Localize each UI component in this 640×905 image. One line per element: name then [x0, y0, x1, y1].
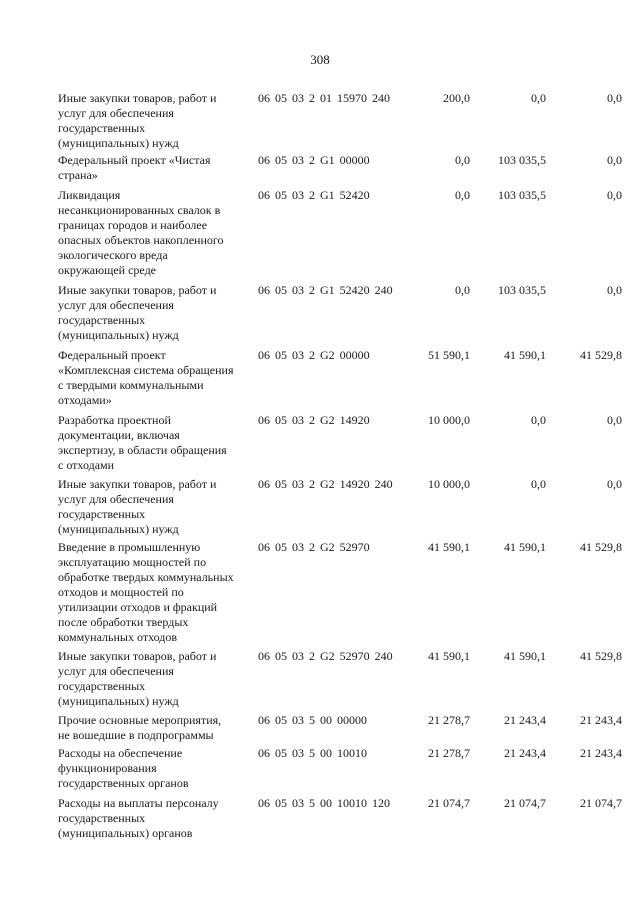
row-value-3: 0,0 — [607, 413, 622, 427]
row-code: 06 05 03 2 G1 52420 240 — [258, 283, 393, 297]
row-code: 06 05 03 5 00 10010 120 — [258, 796, 390, 810]
row-code: 06 05 03 2 01 15970 240 — [258, 91, 390, 105]
row-value-3: 0,0 — [607, 477, 622, 491]
row-value-2: 0,0 — [531, 477, 546, 491]
row-name: Федеральный проект «Чистая страна» — [58, 153, 211, 182]
row-value-2: 41 590,1 — [504, 348, 546, 362]
row-name: Федеральный проект «Комплексная система обращения с твердыми коммунальными отходами» — [58, 348, 234, 407]
page-number: 308 — [310, 52, 330, 67]
row-value-2: 21 243,4 — [504, 746, 546, 760]
row-code: 06 05 03 2 G2 14920 240 — [258, 477, 393, 491]
row-value-1: 0,0 — [455, 153, 470, 167]
row-value-2: 41 590,1 — [504, 649, 546, 663]
row-value-2: 21 243,4 — [504, 713, 546, 727]
row-value-1: 21 074,7 — [428, 796, 470, 810]
row-value-2: 103 035,5 — [498, 188, 546, 202]
row-value-3: 41 529,8 — [580, 540, 622, 554]
row-name: Ликвидация несанкционированных свалок в границах городов и наиболее опасных объектов накопленного экологического вреда окружающей среде — [58, 188, 224, 277]
row-name: Иные закупки товаров, работ и услуг для обеспечения государственных (муниципальных) нужд — [58, 91, 217, 150]
row-value-1: 0,0 — [455, 188, 470, 202]
row-code: 06 05 03 2 G2 00000 — [258, 348, 370, 362]
row-value-3: 41 529,8 — [580, 649, 622, 663]
row-value-2: 21 074,7 — [504, 796, 546, 810]
row-value-1: 0,0 — [455, 283, 470, 297]
row-value-1: 10 000,0 — [428, 413, 470, 427]
row-name: Прочие основные мероприятия, не вошедшие в подпрограммы — [58, 713, 222, 742]
row-code: 06 05 03 5 00 00000 — [258, 713, 367, 727]
row-value-1: 21 278,7 — [428, 746, 470, 760]
row-value-1: 21 278,7 — [428, 713, 470, 727]
row-name: Расходы на выплаты персоналу государственных (муниципальных) органов — [58, 796, 219, 840]
row-value-3: 0,0 — [607, 91, 622, 105]
row-code: 06 05 03 2 G1 00000 — [258, 153, 370, 167]
row-code: 06 05 03 2 G2 52970 — [258, 540, 370, 554]
row-code: 06 05 03 2 G1 52420 — [258, 188, 370, 202]
row-value-3: 0,0 — [607, 188, 622, 202]
row-code: 06 05 03 5 00 10010 — [258, 746, 367, 760]
row-name: Разработка проектной документации, включая экспертизу, в области обращения с отходами — [58, 413, 227, 472]
row-value-2: 0,0 — [531, 91, 546, 105]
row-value-1: 51 590,1 — [428, 348, 470, 362]
row-value-1: 41 590,1 — [428, 540, 470, 554]
row-value-2: 0,0 — [531, 413, 546, 427]
row-value-3: 41 529,8 — [580, 348, 622, 362]
row-value-1: 10 000,0 — [428, 477, 470, 491]
row-value-3: 21 243,4 — [580, 746, 622, 760]
row-name: Введение в промышленную эксплуатацию мощностей по обработке твердых коммунальных отходов и мощностей по утилизации отходов и фракций после обработки твердых коммунальных отходов — [58, 540, 234, 644]
row-value-1: 41 590,1 — [428, 649, 470, 663]
row-value-2: 103 035,5 — [498, 153, 546, 167]
row-name: Расходы на обеспечение функционирования государственных органов — [58, 746, 189, 790]
row-name: Иные закупки товаров, работ и услуг для обеспечения государственных (муниципальных) нужд — [58, 649, 217, 708]
row-value-2: 103 035,5 — [498, 283, 546, 297]
row-name: Иные закупки товаров, работ и услуг для обеспечения государственных (муниципальных) нужд — [58, 283, 217, 342]
row-value-3: 0,0 — [607, 153, 622, 167]
row-code: 06 05 03 2 G2 14920 — [258, 413, 370, 427]
row-value-2: 41 590,1 — [504, 540, 546, 554]
row-code: 06 05 03 2 G2 52970 240 — [258, 649, 393, 663]
row-name: Иные закупки товаров, работ и услуг для обеспечения государственных (муниципальных) нужд — [58, 477, 217, 536]
row-value-1: 200,0 — [443, 91, 470, 105]
row-value-3: 21 243,4 — [580, 713, 622, 727]
row-value-3: 0,0 — [607, 283, 622, 297]
row-value-3: 21 074,7 — [580, 796, 622, 810]
